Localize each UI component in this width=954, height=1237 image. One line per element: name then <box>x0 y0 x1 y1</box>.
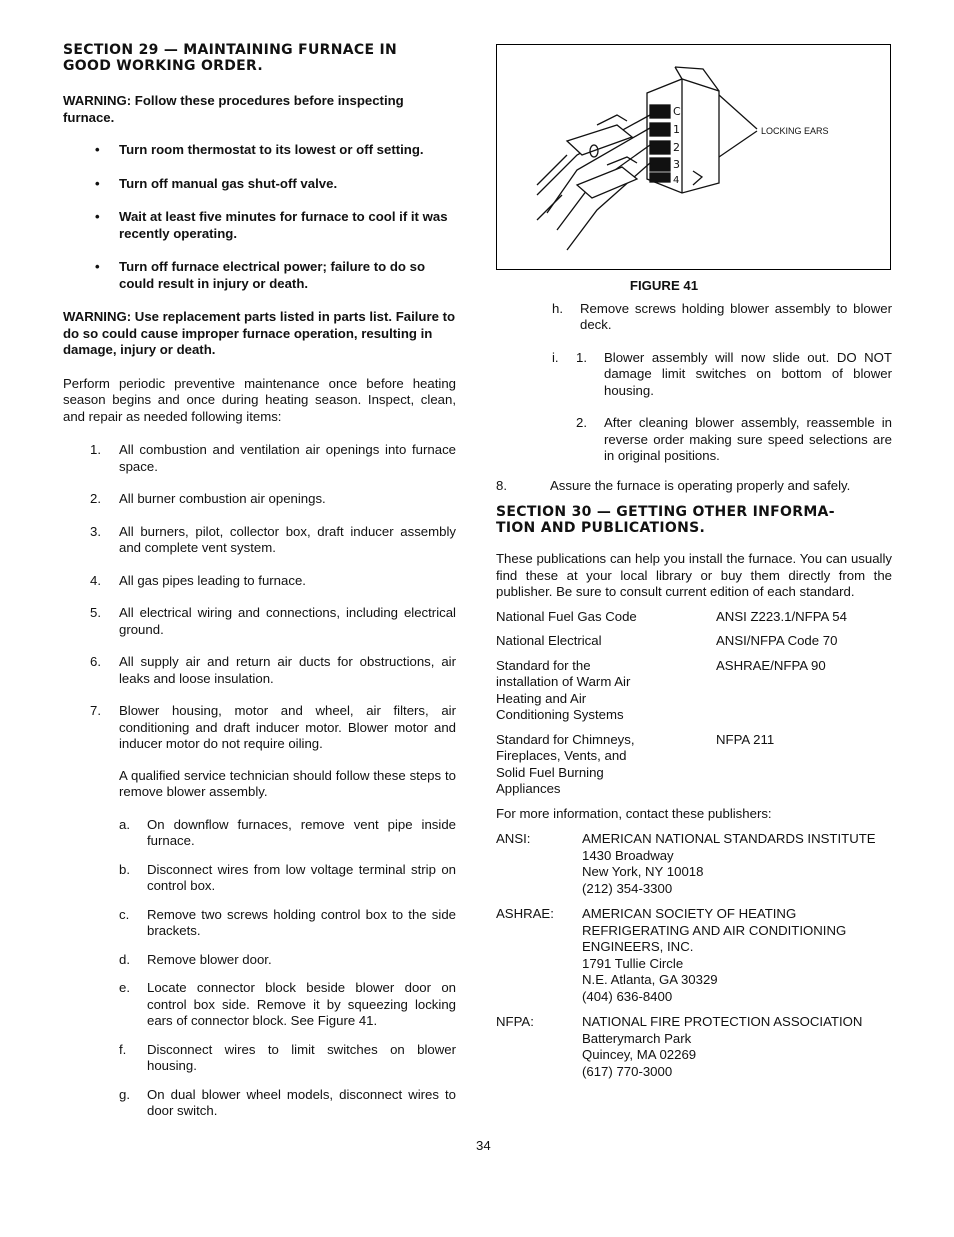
locking-ears-callout: LOCKING EARS <box>761 126 829 136</box>
table-row <box>496 633 892 650</box>
step-text: On downflow furnaces, remove vent pipe inside furnace. <box>147 816 456 848</box>
bullet-text: Turn off manual gas shut-off valve. <box>119 175 338 191</box>
list-item <box>63 605 456 638</box>
table-row <box>496 732 892 798</box>
pin-label: 3 <box>673 158 680 171</box>
table-row <box>496 658 892 724</box>
list-item <box>63 491 456 508</box>
pin-label: 1 <box>673 123 680 136</box>
step-letter: a. <box>119 816 130 832</box>
list-item <box>496 478 892 495</box>
heading-line-1: SECTION 30 — GETTING OTHER INFORMA- <box>496 504 835 520</box>
item-number: 1. <box>90 442 101 457</box>
standard-name: National Fuel Gas Code <box>496 608 637 624</box>
publisher-abbr: NFPA: <box>496 1014 534 1029</box>
step-letter: b. <box>119 861 130 877</box>
step-number: 1. <box>576 349 587 365</box>
bullet-item <box>93 176 456 193</box>
item-number: 6. <box>90 654 101 669</box>
contact-note: For more information, contact these publishers: <box>496 805 772 821</box>
heading-line-1: SECTION 29 — MAINTAINING FURNACE IN <box>63 42 398 58</box>
standard-code: ANSI/NFPA Code 70 <box>716 633 838 648</box>
bullet-item <box>93 142 456 159</box>
figure-41-box <box>496 44 891 270</box>
pin-label: 2 <box>673 141 680 154</box>
step-item <box>496 301 892 334</box>
bullet-dot-icon: • <box>95 209 100 224</box>
maintenance-intro: Perform periodic preventive maintenance once before heating season begins and once during heating season. Inspect, clean, and repair as needed following items: <box>63 375 456 424</box>
item-text: All supply air and return air ducts for obstructions, air leaks and loose insulation. <box>119 654 456 686</box>
step-item <box>63 952 456 969</box>
bullet-text: Wait at least five minutes for furnace to cool if it was recently operating. <box>119 209 448 241</box>
item-text: All burner combustion air openings. <box>119 491 326 506</box>
item-number: 4. <box>90 572 101 588</box>
step-text: After cleaning blower assembly, reassemble in reverse order making sure speed selections are in original positions. <box>604 415 892 463</box>
step-item <box>496 350 892 400</box>
step-item <box>63 1087 456 1120</box>
item-text: All electrical wiring and connections, including electrical ground. <box>119 605 456 637</box>
left-column <box>63 42 456 1132</box>
section-30-heading <box>496 504 892 536</box>
publisher-city: New York, NY 10018 <box>582 864 704 879</box>
item-text: All burners, pilot, collector box, draft inducer assembly and complete vent system. <box>119 523 456 555</box>
item-number: 2. <box>90 491 101 506</box>
heading-line-2: TION AND PUBLICATIONS. <box>496 520 706 536</box>
publisher-phone: (617) 770-3000 <box>582 1063 673 1079</box>
bullet-item <box>93 259 456 292</box>
item-text: Blower housing, motor and wheel, air filters, air conditioning and draft inducer motor. Blower motor and inducer motor do not require oiling. <box>119 703 456 751</box>
step-text: On dual blower wheel models, disconnect wires to door switch. <box>147 1086 456 1118</box>
list-item <box>63 524 456 557</box>
step-letter: f. <box>119 1041 127 1057</box>
publisher-street: 1430 Broadway <box>582 847 674 863</box>
standard-name: Standard for Chimneys, Fireplaces, Vents, and Solid Fuel Burning Appliances <box>496 731 635 796</box>
publisher-entry <box>496 906 892 1005</box>
publisher-city: N.E. Atlanta, GA 30329 <box>582 972 718 987</box>
item-text: All gas pipes leading to furnace. <box>119 572 306 588</box>
bullet-dot-icon: • <box>95 259 100 274</box>
step-item <box>63 862 456 895</box>
warning-inspect: WARNING: Follow these procedures before inspecting furnace. <box>63 93 404 125</box>
connector-block-illustration <box>497 45 890 269</box>
step-letter: i. <box>552 349 559 365</box>
publisher-org: AMERICAN NATIONAL STANDARDS INSTITUTE <box>582 831 876 846</box>
item-text: Assure the furnace is operating properly and safely. <box>550 477 851 493</box>
item-number: 7. <box>90 703 101 718</box>
table-row <box>496 609 892 626</box>
blower-removal-steps <box>63 817 456 1120</box>
figure-caption: FIGURE 41 <box>629 278 699 293</box>
step-text: Remove blower door. <box>147 951 272 967</box>
publisher-street: Batterymarch Park <box>582 1030 692 1046</box>
pin-label: C <box>673 105 681 118</box>
list-item <box>63 703 456 753</box>
standards-table <box>496 609 892 798</box>
standard-code: ASHRAE/NFPA 90 <box>716 657 826 673</box>
step-letter: h. <box>552 300 563 316</box>
technician-note: A qualified service technician should follow these steps to remove blower assembly. <box>119 767 456 799</box>
item-number: 3. <box>90 523 101 539</box>
publisher-abbr: ANSI: <box>496 831 531 846</box>
step-text: Disconnect wires to limit switches on blower housing. <box>147 1041 456 1073</box>
heading-line-2: GOOD WORKING ORDER. <box>63 58 263 74</box>
step-item <box>63 1042 456 1075</box>
step-item <box>63 817 456 850</box>
step-letter: e. <box>119 980 130 995</box>
publisher-org: AMERICAN SOCIETY OF HEATING REFRIGERATING AND AIR CONDITIONING ENGINEERS, INC. <box>582 906 847 954</box>
item-number: 5. <box>90 605 101 620</box>
standard-name: Standard for the installation of Warm Air Heating and Air Conditioning Systems <box>496 657 631 722</box>
item-text: All combustion and ventilation air openings into furnace space. <box>119 442 456 474</box>
publishers-list <box>496 831 892 1080</box>
publisher-phone: (404) 636-8400 <box>582 988 673 1004</box>
publisher-street: 1791 Tullie Circle <box>582 955 684 971</box>
bullet-item <box>93 209 456 242</box>
publisher-entry <box>496 831 892 897</box>
bullet-dot-icon: • <box>95 175 100 191</box>
step-item <box>63 907 456 940</box>
step-item <box>63 980 456 1030</box>
publisher-phone: (212) 354-3300 <box>582 880 673 896</box>
inspection-list <box>63 442 456 753</box>
step-letter: d. <box>119 951 130 967</box>
step-number: 2. <box>576 415 587 430</box>
bullet-text: Turn room thermostat to its lowest or off setting. <box>119 142 424 157</box>
bullet-text: Turn off furnace electrical power; failure to do so could result in injury or death. <box>119 259 426 291</box>
publisher-entry <box>496 1014 892 1080</box>
safety-bullet-list <box>63 142 456 292</box>
step-text: Remove two screws holding control box to the side brackets. <box>147 906 456 938</box>
standard-code: ANSI Z223.1/NFPA 54 <box>716 608 847 624</box>
step-text: Blower assembly will now slide out. DO NOT damage limit switches on bottom of blower housing. <box>604 349 892 398</box>
pin-label: 4 <box>673 175 680 186</box>
list-item <box>63 573 456 590</box>
warning-replacement-parts: WARNING: Use replacement parts listed in parts list. Failure to do so could cause improper furnace operation, resulting in damage, injury or death. <box>63 309 456 357</box>
continued-steps <box>496 301 892 495</box>
step-letter: g. <box>119 1086 130 1102</box>
publisher-org: NATIONAL FIRE PROTECTION ASSOCIATION <box>582 1014 863 1029</box>
step-item <box>496 415 892 465</box>
step-text: Remove screws holding blower assembly to blower deck. <box>580 300 892 332</box>
standard-name: National Electrical <box>496 633 602 648</box>
right-column <box>496 44 892 1080</box>
page-number: 34 <box>476 1138 491 1153</box>
list-item <box>63 442 456 475</box>
item-number: 8. <box>496 477 507 493</box>
bullet-dot-icon: • <box>95 142 100 157</box>
publisher-abbr: ASHRAE: <box>496 906 554 921</box>
section-29-heading <box>63 42 456 74</box>
step-text: Disconnect wires from low voltage terminal strip on control box. <box>147 861 456 893</box>
step-text: Locate connector block beside blower door on control box side. Remove it by squeezing locking ears of connector block. See Figure 41. <box>147 980 456 1028</box>
publications-intro: These publications can help you install the furnace. You can usually find these at your local library or buy them directly from the publisher. Be sure to consult current edition of each standard. <box>496 551 892 599</box>
step-letter: c. <box>119 906 130 922</box>
publisher-city: Quincey, MA 02269 <box>582 1047 697 1062</box>
standard-code: NFPA 211 <box>716 731 775 747</box>
list-item <box>63 654 456 687</box>
